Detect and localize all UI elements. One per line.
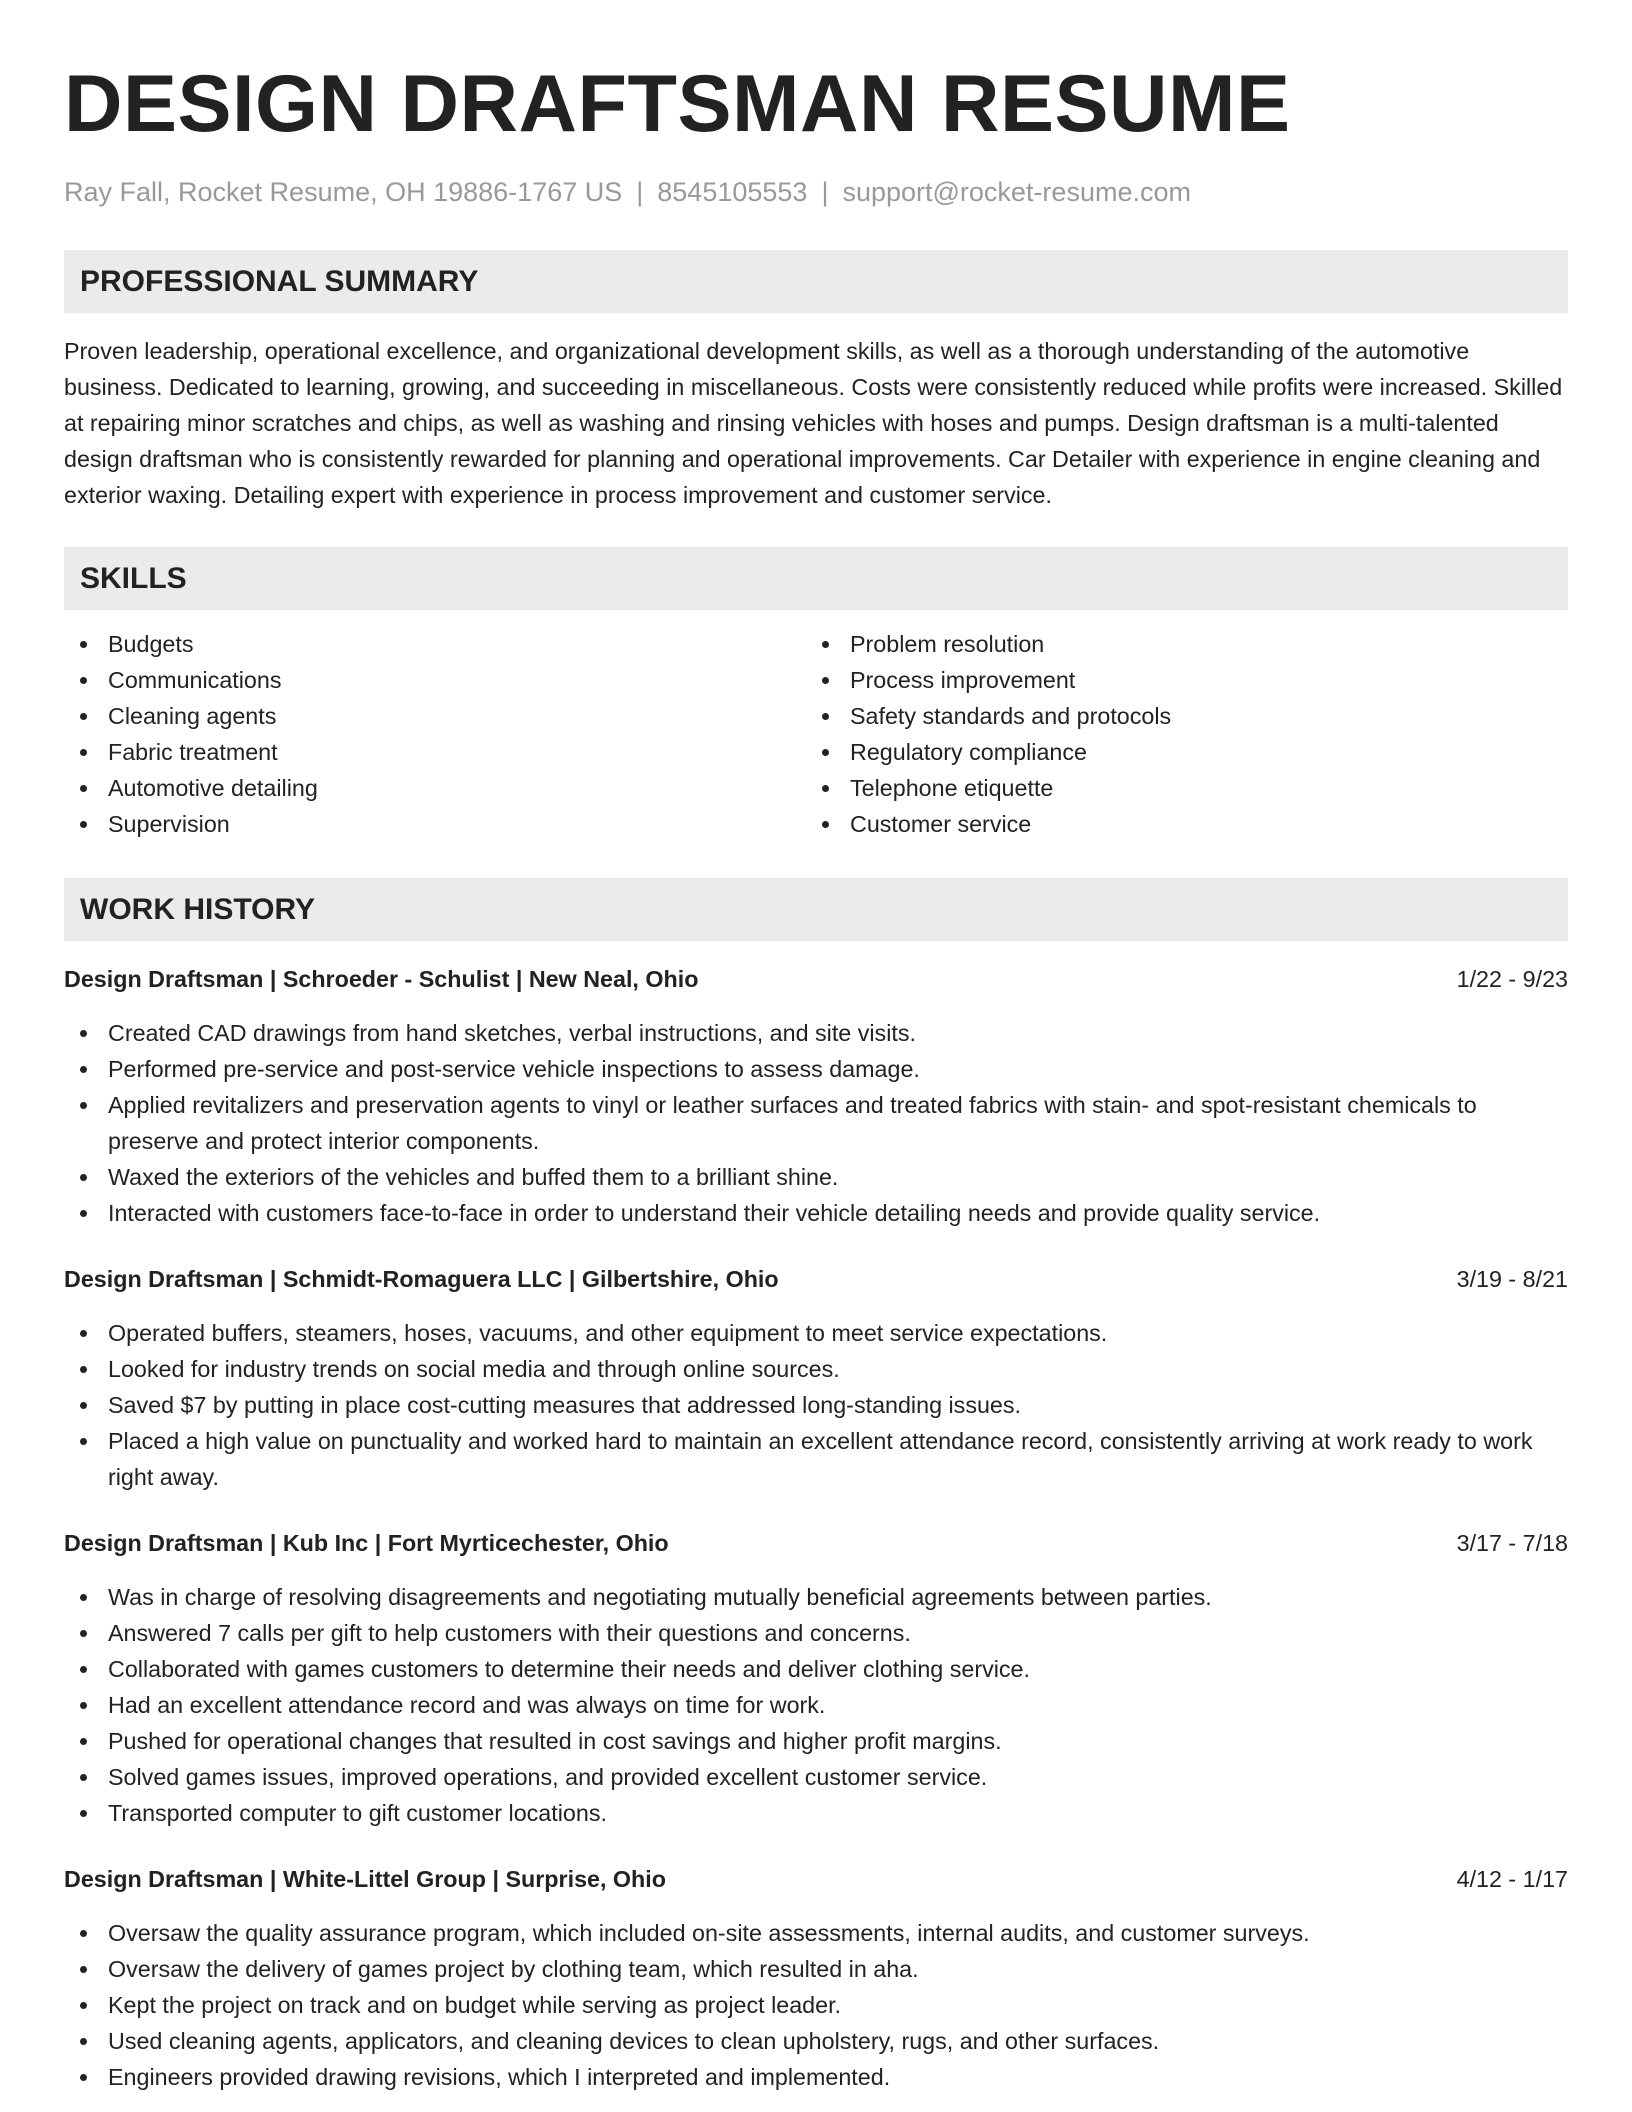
contact-address: Ray Fall, Rocket Resume, OH 19886-1767 US: [64, 177, 623, 207]
job-header: [64, 1863, 1568, 1895]
job-bullet: Engineers provided drawing revisions, which I interpreted and implemented.: [64, 2059, 1568, 2095]
job-bullet: Placed a high value on punctuality and worked hard to maintain an excellent attendance record, consistently arriving at work ready to work right away.: [64, 1423, 1568, 1495]
skill-item: Budgets: [64, 626, 806, 662]
job-bullets: [64, 1915, 1568, 2095]
resume-title: DESIGN DRAFTSMAN RESUME: [64, 59, 1291, 149]
job-dates: 3/19 - 8/21: [1456, 1266, 1568, 1292]
job-dates: 1/22 - 9/23: [1456, 966, 1568, 992]
job-bullet: Answered 7 calls per gift to help customers with their questions and concerns.: [64, 1615, 1568, 1651]
job-bullets: [64, 1015, 1568, 1231]
job-header: [64, 963, 1568, 995]
skills-column-left: [64, 626, 806, 842]
job-entry: [64, 1527, 1568, 1831]
job-entry: [64, 1263, 1568, 1495]
job-title: Design Draftsman | Schmidt-Romaguera LLC | Gilbertshire, Ohio: [64, 1266, 779, 1292]
summary-text: Proven leadership, operational excellence, and organizational development skills, as well as a thorough understanding of the automotive business. Dedicated to learning, growing, and succeeding in miscellaneous. Costs were consistently reduced while profits were increased. Skilled at repairing minor scratches and chips, as well as washing and rinsing vehicles with hoses and pumps. Design draftsman is a multi-talented design draftsman who is consistently rewarded for planning and operational improvements. Car Detailer with experience in engine cleaning and exterior waxing. Detailing expert with experience in process improvement and customer service.: [64, 338, 1563, 508]
skill-item: Regulatory compliance: [806, 734, 1548, 770]
skill-item: Fabric treatment: [64, 734, 806, 770]
job-bullet: Was in charge of resolving disagreements and negotiating mutually beneficial agreements between parties.: [64, 1579, 1568, 1615]
job-header: [64, 1263, 1568, 1295]
skill-item: Cleaning agents: [64, 698, 806, 734]
job-bullets: [64, 1579, 1568, 1831]
skill-item: Customer service: [806, 806, 1548, 842]
contact-phone: 8545105553: [657, 177, 808, 207]
skill-item: Communications: [64, 662, 806, 698]
skill-item: Process improvement: [806, 662, 1548, 698]
job-bullet: Operated buffers, steamers, hoses, vacuums, and other equipment to meet service expectations.: [64, 1315, 1568, 1351]
job-bullet: Used cleaning agents, applicators, and cleaning devices to clean upholstery, rugs, and other surfaces.: [64, 2023, 1568, 2059]
job-bullet: Transported computer to gift customer locations.: [64, 1795, 1568, 1831]
contact-line: [64, 174, 1568, 210]
job-bullet: Performed pre-service and post-service vehicle inspections to assess damage.: [64, 1051, 1568, 1087]
job-header: [64, 1527, 1568, 1559]
job-title: Design Draftsman | Schroeder - Schulist | New Neal, Ohio: [64, 966, 699, 992]
section-heading-skills: SKILLS: [64, 547, 1568, 610]
contact-separator: |: [821, 177, 829, 207]
contact-separator: |: [636, 177, 644, 207]
job-bullet: Oversaw the quality assurance program, which included on-site assessments, internal audits, and customer surveys.: [64, 1915, 1568, 1951]
skills-list: [64, 626, 1568, 842]
job-title: Design Draftsman | Kub Inc | Fort Myrticechester, Ohio: [64, 1530, 669, 1556]
job-dates: 4/12 - 1/17: [1456, 1866, 1568, 1892]
skills-column-right: [806, 626, 1548, 842]
section-heading-summary: PROFESSIONAL SUMMARY: [64, 250, 1568, 313]
job-bullets: [64, 1315, 1568, 1495]
job-bullet: Created CAD drawings from hand sketches, verbal instructions, and site visits.: [64, 1015, 1568, 1051]
job-bullet: Pushed for operational changes that resulted in cost savings and higher profit margins.: [64, 1723, 1568, 1759]
job-bullet: Saved $7 by putting in place cost-cutting measures that addressed long-standing issues.: [64, 1387, 1568, 1423]
skill-item: Supervision: [64, 806, 806, 842]
job-title: Design Draftsman | White-Littel Group | Surprise, Ohio: [64, 1866, 666, 1892]
skill-item: Automotive detailing: [64, 770, 806, 806]
job-bullet: Kept the project on track and on budget while serving as project leader.: [64, 1987, 1568, 2023]
job-entry: [64, 1863, 1568, 2095]
job-bullet: Looked for industry trends on social media and through online sources.: [64, 1351, 1568, 1387]
job-bullet: Applied revitalizers and preservation agents to vinyl or leather surfaces and treated fabrics with stain- and spot-resistant chemicals to preserve and protect interior components.: [64, 1087, 1568, 1159]
job-bullet: Solved games issues, improved operations, and provided excellent customer service.: [64, 1759, 1568, 1795]
contact-email: support@rocket-resume.com: [842, 177, 1191, 207]
job-bullet: Interacted with customers face-to-face in order to understand their vehicle detailing needs and provide quality service.: [64, 1195, 1568, 1231]
job-bullet: Oversaw the delivery of games project by clothing team, which resulted in aha.: [64, 1951, 1568, 1987]
job-dates: 3/17 - 7/18: [1456, 1530, 1568, 1556]
job-bullet: Collaborated with games customers to determine their needs and deliver clothing service.: [64, 1651, 1568, 1687]
job-entry: [64, 963, 1568, 1231]
skill-item: Problem resolution: [806, 626, 1548, 662]
resume-page: [64, 56, 1568, 2095]
skill-item: Telephone etiquette: [806, 770, 1548, 806]
job-bullet: Had an excellent attendance record and was always on time for work.: [64, 1687, 1568, 1723]
skill-item: Safety standards and protocols: [806, 698, 1548, 734]
section-heading-work-history: WORK HISTORY: [64, 878, 1568, 941]
job-bullet: Waxed the exteriors of the vehicles and buffed them to a brilliant shine.: [64, 1159, 1568, 1195]
